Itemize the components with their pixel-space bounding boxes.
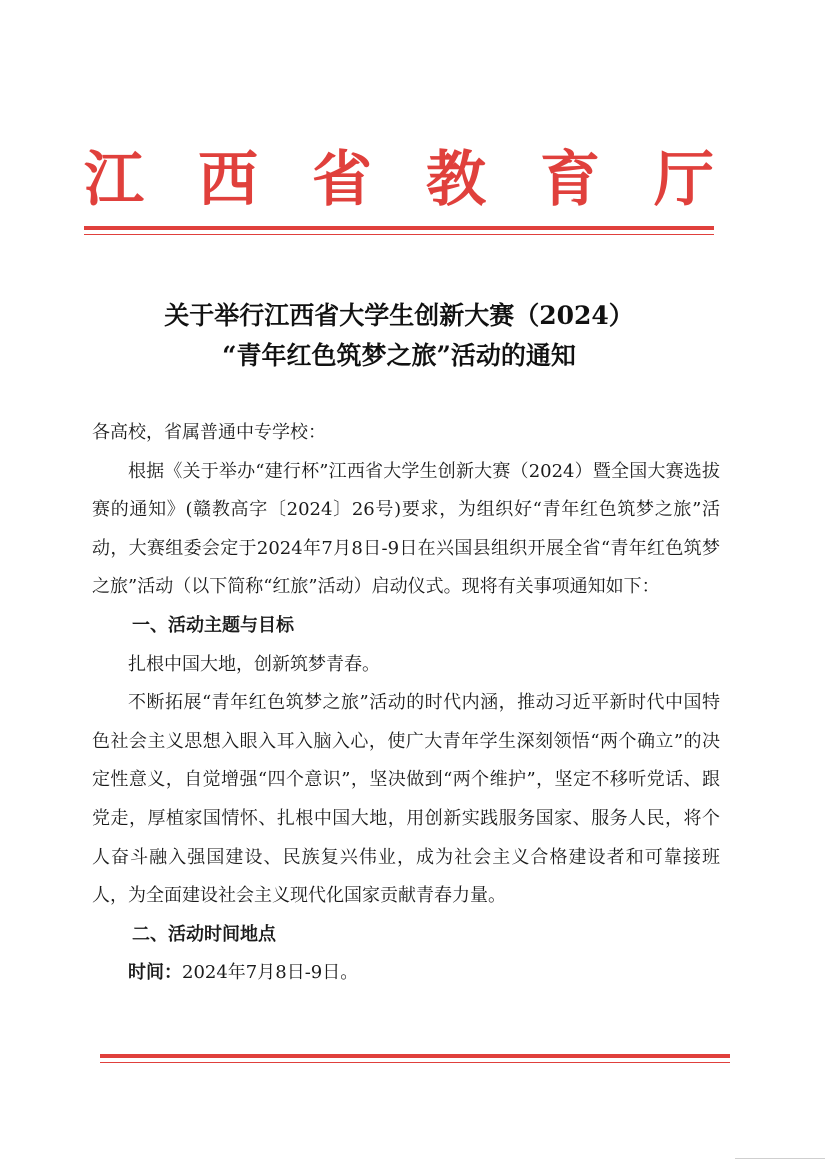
section-heading-1: 一、活动主题与目标 xyxy=(132,614,294,636)
document-body xyxy=(92,414,720,993)
title-line-2: “青年红色筑梦之旅”活动的通知 xyxy=(222,341,576,370)
salutation: 各高校，省属普通中专学校： xyxy=(92,422,326,443)
masthead-red-rule xyxy=(84,226,714,230)
masthead-issuer xyxy=(84,142,714,218)
masthead-char: 西 xyxy=(198,145,258,215)
masthead-char: 教 xyxy=(426,145,486,215)
section-heading-2: 二、活动时间地点 xyxy=(132,923,276,945)
time-label: 时间： xyxy=(128,962,182,984)
time-value: 2024年7月8日-9日。 xyxy=(182,962,359,984)
footer-red-rule xyxy=(100,1054,730,1058)
scan-edge-mark xyxy=(735,1158,825,1159)
masthead-char: 育 xyxy=(540,145,600,215)
masthead-char: 省 xyxy=(312,145,372,215)
intro-paragraph: 根据《关于举办“建行杯”江西省大学生创新大赛（2024）暨全国大赛选拔赛的通知》(赣教高字〔2024〕26号)要求，为组织好“青年红色筑梦之旅”活动，大赛组委会定于2024年7月8日-9日在兴国县组织开展全省“青年红色筑梦之旅”活动（以下简称“红旅”活动）启动仪式。现将有关事项通知如下： xyxy=(92,460,720,598)
masthead-char: 江 xyxy=(84,145,144,215)
masthead-char: 厅 xyxy=(654,145,714,215)
time-paragraph xyxy=(92,954,720,993)
title-line-1: 关于举行江西省大学生创新大赛（2024） xyxy=(164,301,634,330)
goal-paragraph: 不断拓展“青年红色筑梦之旅”活动的时代内涵，推动习近平新时代中国特色社会主义思想入眼入耳入脑入心，使广大青年学生深刻领悟“两个确立”的决定性意义，自觉增强“四个意识”，坚决做到“两个维护”，坚定不移听党话、跟党走，厚植家国情怀、扎根中国大地，用创新实践服务国家、服务人民，将个人奋斗融入强国建设、民族复兴伟业，成为社会主义合格建设者和可靠接班人，为全面建设社会主义现代化国家贡献青春力量。 xyxy=(92,692,720,907)
theme-paragraph: 扎根中国大地，创新筑梦青春。 xyxy=(128,653,380,675)
document-title xyxy=(84,296,714,376)
